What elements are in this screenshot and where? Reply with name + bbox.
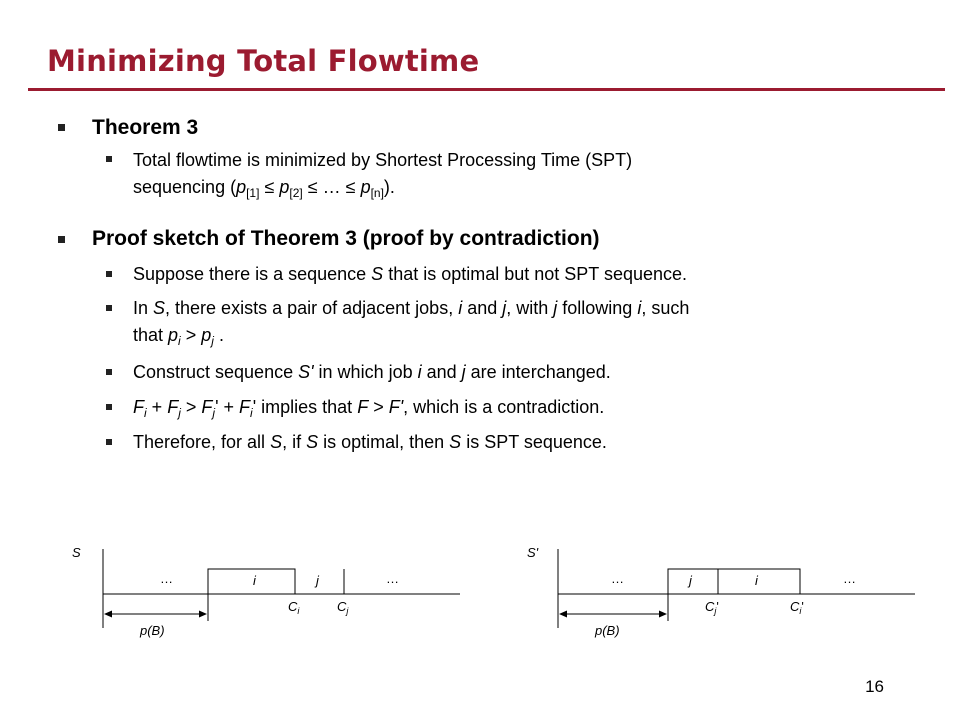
proof-heading: Proof sketch of Theorem 3 (proof by contradiction) bbox=[92, 227, 600, 250]
diagram-label: S bbox=[72, 545, 81, 560]
pb-label: p(B) bbox=[140, 623, 165, 638]
dots-right: … bbox=[386, 571, 399, 586]
job-label-1: j bbox=[689, 573, 692, 588]
proof-line5: Therefore, for all S, if S is optimal, then S is SPT sequence. bbox=[133, 432, 607, 452]
slide-title: Minimizing Total Flowtime bbox=[47, 44, 480, 78]
bullet-square-icon bbox=[106, 369, 112, 375]
job-label-2: j bbox=[316, 573, 319, 588]
theorem-body-line2: sequencing ($p_{[1]} \le p_{[2]}$ ≤ … ≤ $p_{[n]}$). bbox=[133, 177, 395, 200]
arrow-right-icon bbox=[199, 611, 207, 618]
theorem-heading: Theorem 3 bbox=[92, 116, 199, 139]
completion-label-2: $C_i'$ bbox=[790, 599, 804, 616]
proof-line2-cont: that $p_i > p_j$ . bbox=[133, 325, 224, 348]
job-label-1: i bbox=[253, 573, 256, 588]
title-rule bbox=[28, 88, 945, 91]
bullet-square-icon bbox=[106, 305, 112, 311]
bullet-square-icon bbox=[58, 124, 65, 131]
arrow-left-icon bbox=[104, 611, 112, 618]
arrow-right-icon bbox=[659, 611, 667, 618]
dots-right: … bbox=[843, 571, 856, 586]
page-number: 16 bbox=[865, 677, 884, 696]
sequence-diagram-s bbox=[60, 535, 480, 645]
proof-line3: Construct sequence S' in which job i and j are interchanged. bbox=[133, 362, 611, 382]
completion-label-2: $C_j$ bbox=[337, 599, 349, 616]
completion-label-1: $C_i$ bbox=[288, 599, 300, 616]
proof-line1: Suppose there is a sequence S that is optimal but not SPT sequence. bbox=[133, 264, 688, 284]
job-box-j bbox=[668, 569, 800, 594]
bullet-square-icon bbox=[58, 236, 65, 243]
proof-line2: In S, there exists a pair of adjacent jobs, i and j, with j following i, such bbox=[133, 298, 690, 318]
diagram-label: S' bbox=[527, 545, 539, 560]
proof-line4: $F_i + F_j > F_j' + F_i'$ implies that F > F', which is a contradiction. bbox=[133, 397, 605, 420]
job-label-2: i bbox=[755, 573, 758, 588]
completion-label-1: $C_j'$ bbox=[705, 599, 719, 616]
dots-left: … bbox=[160, 571, 173, 586]
bullet-square-icon bbox=[106, 439, 112, 445]
theorem-body-line1: Total flowtime is minimized by Shortest Processing Time (SPT) bbox=[133, 150, 633, 170]
dots-left: … bbox=[611, 571, 624, 586]
sequence-diagram-s-prime bbox=[515, 535, 935, 645]
pb-label: p(B) bbox=[595, 623, 620, 638]
arrow-left-icon bbox=[559, 611, 567, 618]
bullet-square-icon bbox=[106, 404, 112, 410]
bullet-square-icon bbox=[106, 156, 112, 162]
job-box-i bbox=[208, 569, 295, 594]
bullet-square-icon bbox=[106, 271, 112, 277]
